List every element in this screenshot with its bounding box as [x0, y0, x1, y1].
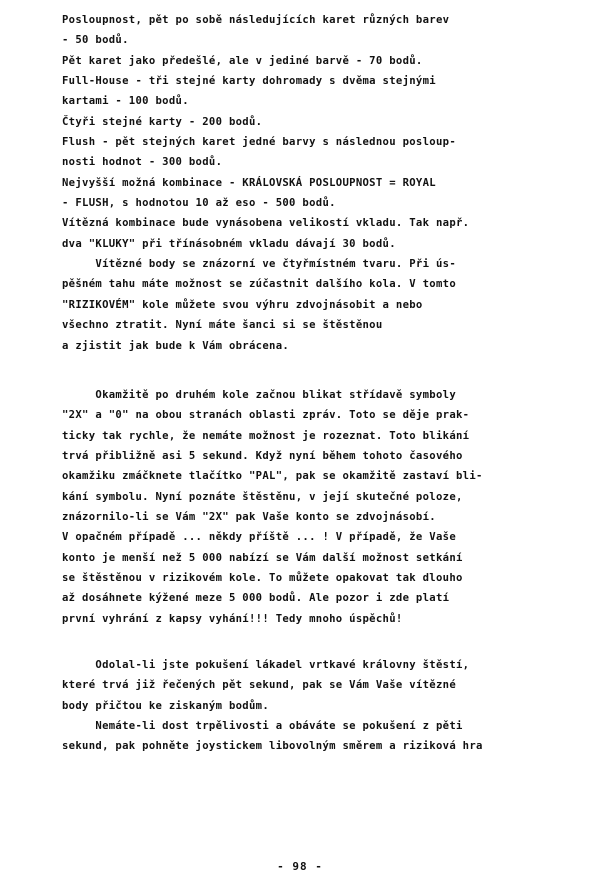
text-line: a zjistit jak bude k Vám obrácena.	[62, 339, 290, 352]
text-line: Čtyři stejné karty - 200 bodů.	[62, 115, 263, 128]
text-line: "RIZIKOVÉM" kole můžete svou výhru zdvojnásobit a nebo	[62, 298, 423, 311]
text-line: Pět karet jako předešlé, ale v jediné barvě - 70 bodů.	[62, 54, 423, 67]
text-line: trvá přibližně asi 5 sekund. Když nyní během tohoto časového	[62, 450, 463, 463]
text-line: Nejvyšší možná kombinace - KRÁLOVSKÁ POSLOUPNOST = ROYAL	[62, 176, 436, 189]
text-line: - FLUSH, s hodnotou 10 až eso - 500 bodů.	[62, 197, 336, 210]
paragraph-block	[62, 655, 582, 757]
text-line: Vítězné body se znázorní ve čtyřmístném tvaru. Při ús-	[62, 258, 456, 271]
text-line: sekund, pak pohněte joystickem libovolným směrem a riziková hra	[62, 740, 483, 753]
text-line: V opačném případě ... někdy příště ... ! V případě, že Vaše	[62, 531, 456, 544]
text-line: ticky tak rychle, že nemáte možnost je rozeznat. Toto blikání	[62, 429, 470, 442]
text-line: Posloupnost, pět po sobě následujících karet různých barev	[62, 14, 450, 26]
text-line: které trvá již řečených pět sekund, pak se Vám Vaše vítězné	[62, 679, 456, 692]
text-line: všechno ztratit. Nyní máte šanci si se štěstěnou	[62, 319, 383, 332]
text-line: pěšném tahu máte možnost se zúčastnit dalšího kola. V tomto	[62, 278, 456, 291]
text-line: nosti hodnot - 300 bodů.	[62, 156, 223, 169]
text-line: Vítězná kombinace bude vynásobena velikostí vkladu. Tak např.	[62, 217, 470, 230]
text-line: Odolal-li jste pokušení lákadel vrtkavé královny štěstí,	[62, 659, 470, 671]
text-line: první vyhrání z kapsy vyhání!!! Tedy mnoho úspěchů!	[62, 612, 403, 625]
text-line: se štěstěnou v rizikovém kole. To můžete opakovat tak dlouho	[62, 572, 463, 585]
text-line: "2X" a "0" na obou stranách oblasti zpráv. Toto se děje prak-	[62, 409, 470, 422]
text-line: okamžiku zmáčknete tlačítko "PAL", pak se okamžitě zastaví bli-	[62, 470, 483, 483]
text-line: body přičtou ke ziskaným bodům.	[62, 699, 270, 712]
paragraph-block	[62, 10, 582, 356]
text-line: Flush - pět stejných karet jedné barvy s následnou posloup-	[62, 136, 456, 149]
text-line: znázornilo-li se Vám "2X" pak Vaše konto se zdvojnásobí.	[62, 511, 436, 524]
text-line: kartami - 100 bodů.	[62, 95, 189, 108]
text-line: - 50 bodů.	[62, 34, 129, 47]
page-number: - 98 -	[277, 860, 323, 873]
text-line: kání symbolu. Nyní poznáte štěstěnu, v její skutečné poloze,	[62, 490, 463, 503]
text-line: Full-House - tři stejné karty dohromady s dvěma stejnými	[62, 75, 436, 88]
text-line: dva "KLUKY" při třínásobném vkladu dávají 30 bodů.	[62, 237, 396, 250]
text-line: Okamžitě po druhém kole začnou blikat střídavě symboly	[62, 389, 456, 401]
text-line: až dosáhnete kýžené meze 5 000 bodů. Ale pozor i zde platí	[62, 592, 450, 605]
text-line: konto je menší než 5 000 nabízí se Vám další možnost setkání	[62, 551, 463, 564]
paragraph-block	[62, 385, 582, 629]
text-line: Nemáte-li dost trpělivosti a obáváte se pokušení z pěti	[62, 720, 463, 733]
